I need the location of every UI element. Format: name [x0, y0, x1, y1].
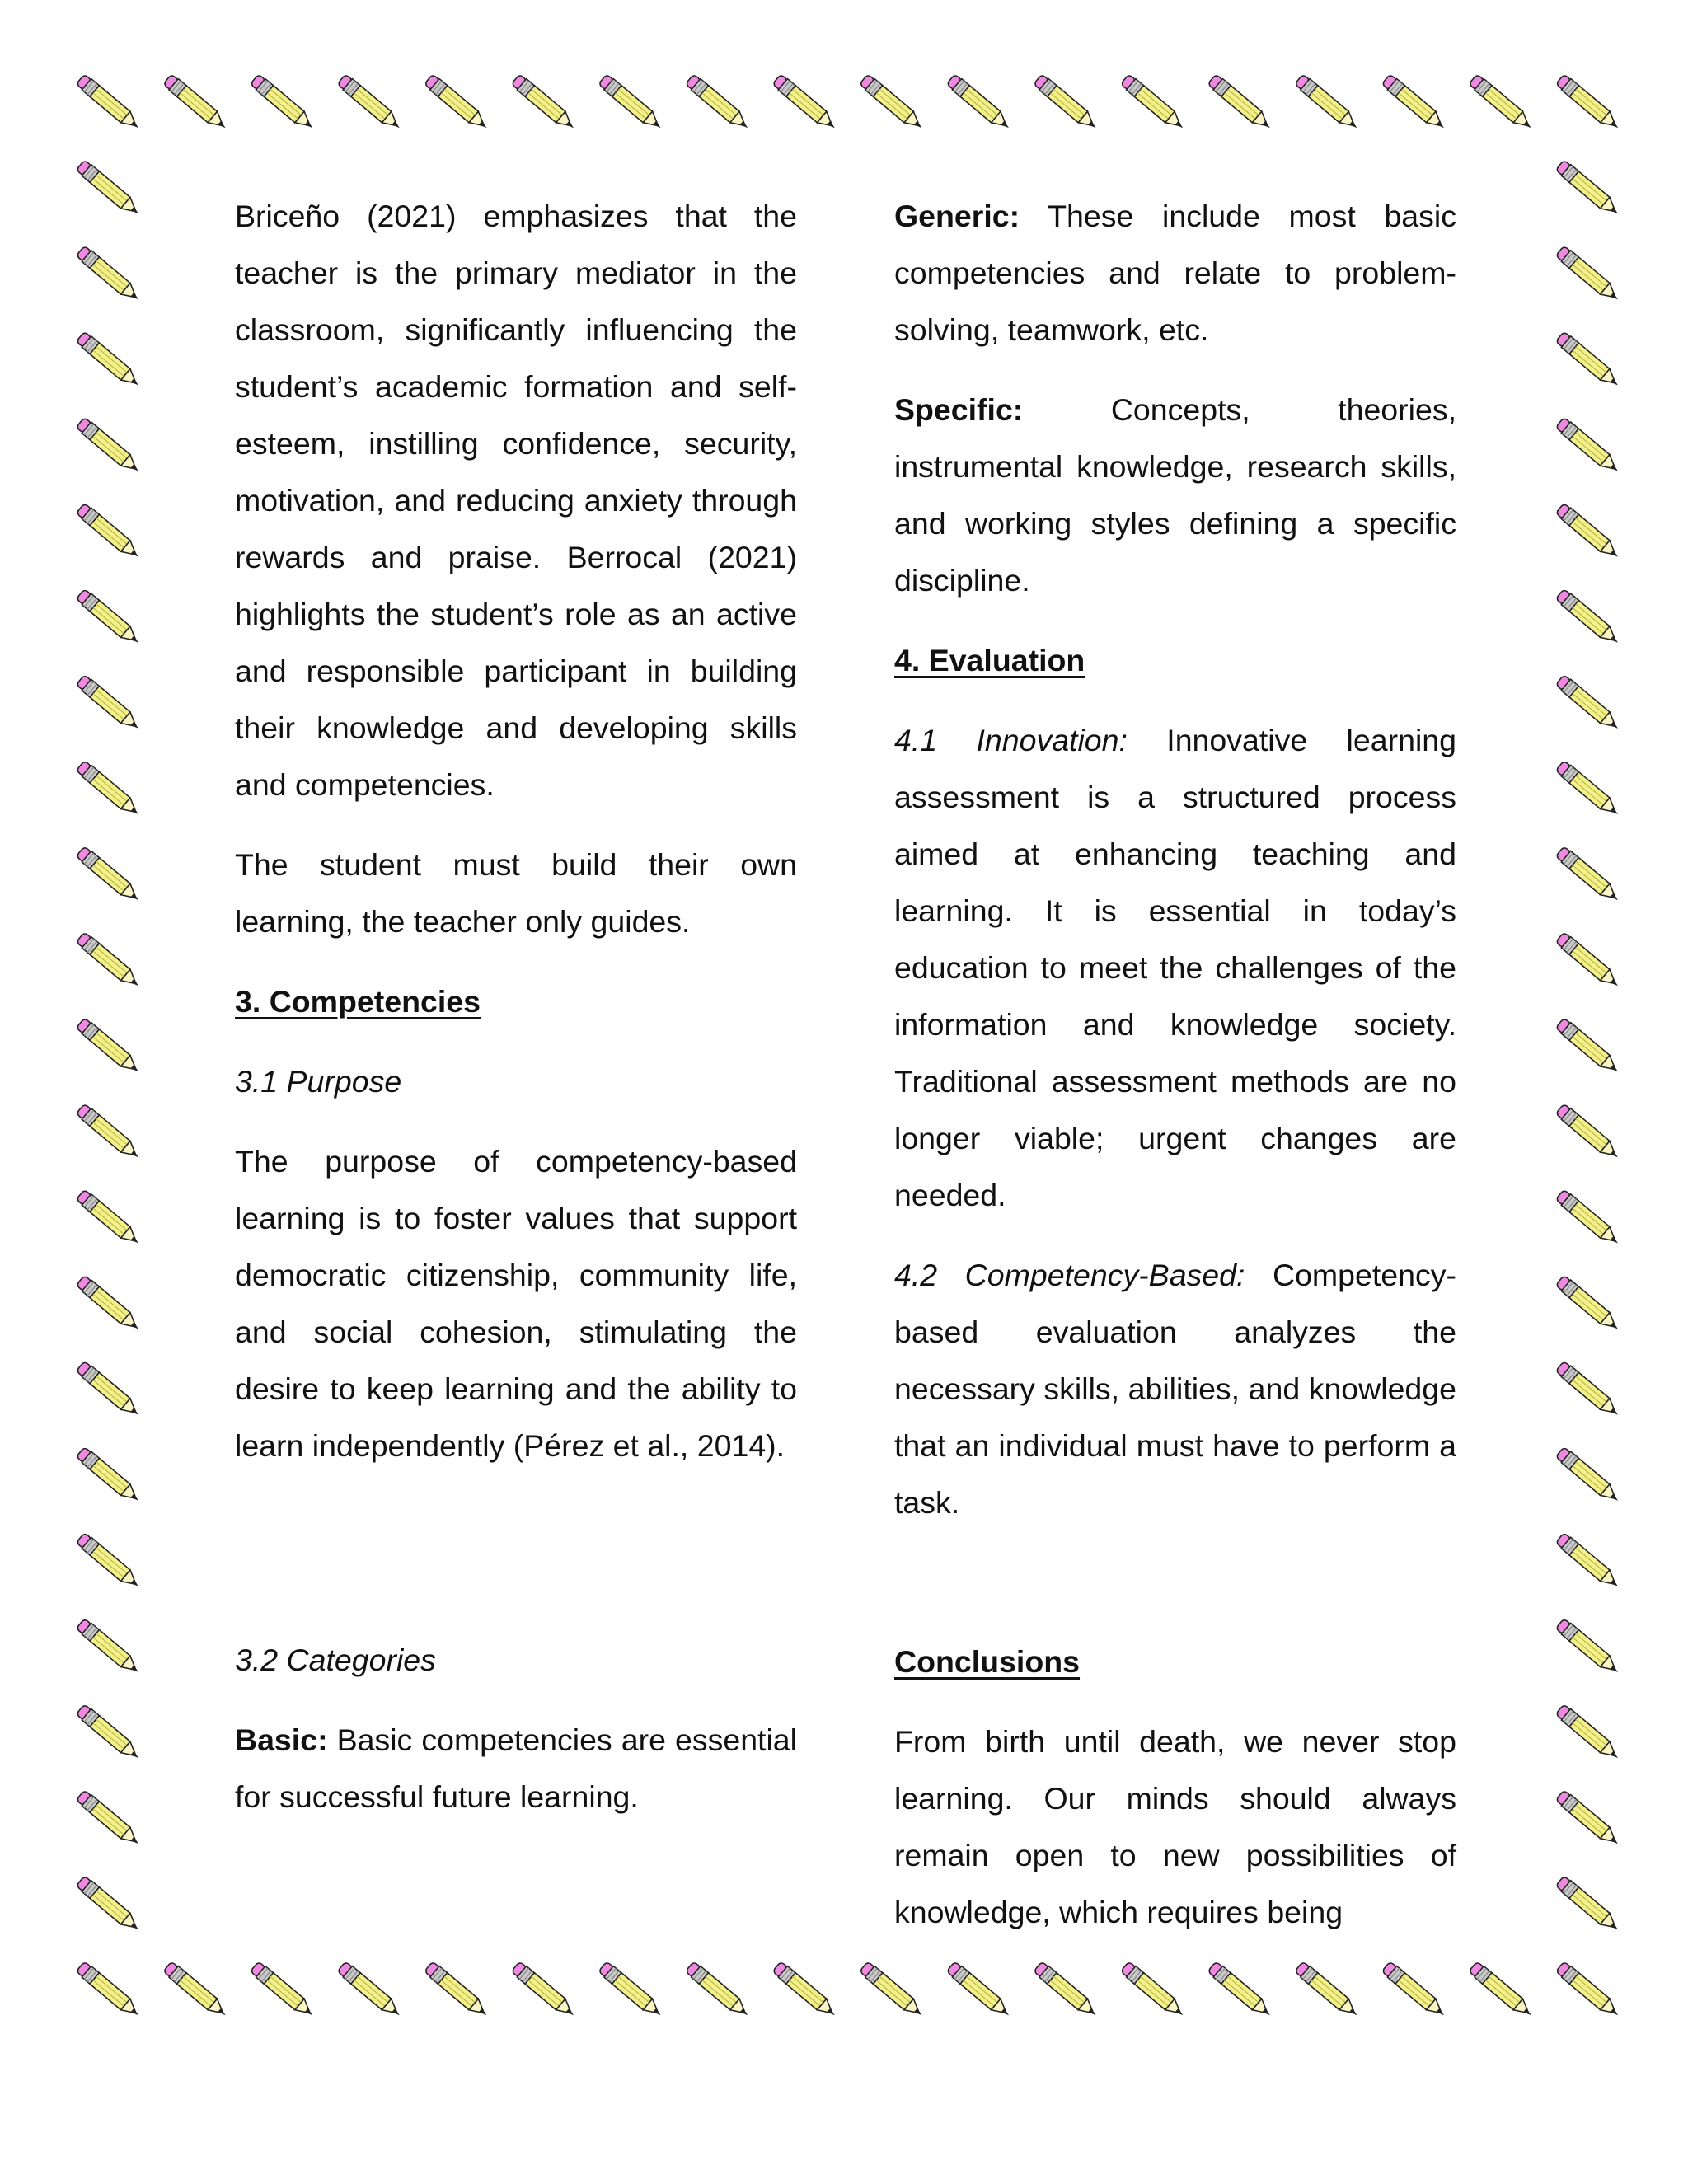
pencil-icon: [1555, 1618, 1623, 1678]
pencil-icon: [76, 503, 143, 563]
basic-text: Basic competencies are essential for successful future learning.: [235, 1722, 797, 1814]
pencil-icon: [598, 1961, 665, 2021]
generic-text: These include most basic competencies and relate to problem-solving, teamwork, etc.: [894, 199, 1456, 347]
pencil-icon: [76, 931, 143, 991]
pencil-icon: [76, 1189, 143, 1249]
pencil-icon: [76, 674, 143, 734]
pencil-icon: [1381, 73, 1449, 134]
pencil-icon: [1555, 245, 1623, 305]
heading-competencies: 3. Competencies: [235, 984, 481, 1019]
pencil-icon: [1207, 1961, 1275, 2021]
pencil-icon: [76, 760, 143, 820]
pencil-icon: [76, 331, 143, 391]
pencil-icon: [76, 417, 143, 477]
pencil-icon: [76, 1446, 143, 1507]
paragraph-generic: [894, 188, 1456, 359]
pencil-icon: [511, 73, 579, 134]
pencil-icon: [1555, 1961, 1623, 2021]
pencil-icon: [1555, 1875, 1623, 1935]
pencil-icon: [76, 1017, 143, 1077]
pencil-icon: [1555, 417, 1623, 477]
pencil-icon: [76, 1103, 143, 1163]
pencil-icon: [1381, 1961, 1449, 2021]
pencil-icon: [1555, 760, 1623, 820]
paragraph-student-builds: The student must build their own learning, the teacher only guides.: [235, 847, 797, 939]
pencil-icon: [76, 1961, 143, 2021]
pencil-icon: [76, 588, 143, 649]
pencil-icon: [1120, 73, 1188, 134]
pencil-icon: [1555, 931, 1623, 991]
pencil-icon: [162, 73, 230, 134]
competency-text: Competency-based evaluation analyzes the necessary skills, abilities, and knowledge that an individual must have to perform a task.: [894, 1258, 1456, 1520]
pencil-icon: [76, 1618, 143, 1678]
pencil-icon: [772, 1961, 840, 2021]
pencil-icon: [1294, 73, 1362, 134]
pencil-icon: [1555, 1103, 1623, 1163]
pencil-icon: [946, 1961, 1014, 2021]
pencil-icon: [424, 73, 491, 134]
pencil-icon: [1555, 1275, 1623, 1335]
pencil-icon: [250, 1961, 317, 2021]
pencil-icon: [1555, 331, 1623, 391]
pencil-icon: [76, 1532, 143, 1592]
pencil-icon: [685, 1961, 753, 2021]
pencil-icon: [1120, 1961, 1188, 2021]
subheading-purpose: 3.1 Purpose: [235, 1064, 402, 1099]
paragraph-innovation: [894, 712, 1456, 1224]
paragraph-conclusions: From birth until death, we never stop learning. Our minds should always remain open to new possibilities of knowledge, which requires being: [894, 1724, 1456, 1929]
pencil-icon: [1555, 73, 1623, 134]
pencil-icon: [1555, 503, 1623, 563]
pencil-icon: [1033, 1961, 1100, 2021]
pencil-icon: [76, 1361, 143, 1421]
pencil-icon: [76, 1789, 143, 1849]
pencil-icon: [1555, 1446, 1623, 1507]
pencil-icon: [859, 73, 926, 134]
pencil-icon: [76, 1704, 143, 1764]
paragraph-basic: [235, 1712, 797, 1825]
pencil-icon: [1555, 1189, 1623, 1249]
pencil-icon: [76, 1875, 143, 1935]
specific-text: Concepts, theories, instrumental knowledge, research skills, and working styles defining a specific discipline.: [894, 392, 1456, 598]
pencil-icon: [76, 846, 143, 906]
pencil-icon: [859, 1961, 926, 2021]
pencil-icon: [1555, 159, 1623, 219]
basic-label: Basic:: [235, 1722, 328, 1757]
specific-label: Specific:: [894, 392, 1024, 427]
competency-label: 4.2 Competency-Based:: [894, 1258, 1245, 1292]
pencil-icon: [1555, 588, 1623, 649]
pencil-icon: [250, 73, 317, 134]
pencil-icon: [1555, 1532, 1623, 1592]
pencil-icon: [1468, 73, 1536, 134]
subheading-categories: 3.2 Categories: [235, 1643, 436, 1677]
paragraph-specific: [894, 382, 1456, 609]
paragraph-competency-based: [894, 1247, 1456, 1531]
pencil-icon: [1468, 1961, 1536, 2021]
paragraph-teacher-role: Briceño (2021) emphasizes that the teacher is the primary mediator in the classroom, significantly influencing the student’s academic formation and self-esteem, instilling confidence, security, motivation, and reducing anxiety through rewards and praise. Berrocal (2021) highlights the student’s role as an active and responsible participant in building their knowledge and developing skills and competencies.: [235, 199, 797, 802]
pencil-icon: [1555, 1789, 1623, 1849]
heading-conclusions: Conclusions: [894, 1644, 1081, 1679]
pencil-icon: [337, 73, 405, 134]
innovation-text: Innovative learning assessment is a structured process aimed at enhancing teaching and learning. It is essential in today’s education to meet the challenges of the information and knowledge society. Traditional assessment methods are no longer viable; urgent changes are needed.: [894, 723, 1456, 1212]
pencil-icon: [1555, 1361, 1623, 1421]
pencil-icon: [598, 73, 665, 134]
generic-label: Generic:: [894, 199, 1020, 233]
heading-evaluation: 4. Evaluation: [894, 643, 1085, 677]
pencil-icon: [337, 1961, 405, 2021]
pencil-icon: [1207, 73, 1275, 134]
innovation-label: 4.1 Innovation:: [894, 723, 1128, 757]
pencil-icon: [946, 73, 1014, 134]
pencil-icon: [511, 1961, 579, 2021]
pencil-icon: [772, 73, 840, 134]
pencil-icon: [1294, 1961, 1362, 2021]
pencil-icon: [424, 1961, 491, 2021]
pencil-icon: [76, 159, 143, 219]
pencil-icon: [1555, 1017, 1623, 1077]
pencil-icon: [76, 73, 143, 134]
pencil-icon: [1033, 73, 1100, 134]
pencil-icon: [685, 73, 753, 134]
pencil-icon: [76, 1275, 143, 1335]
right-column: [894, 188, 1456, 1964]
pencil-icon: [1555, 1704, 1623, 1764]
pencil-icon: [1555, 846, 1623, 906]
pencil-icon: [76, 245, 143, 305]
left-column: [235, 188, 797, 1849]
pencil-icon: [1555, 674, 1623, 734]
pencil-icon: [162, 1961, 230, 2021]
paragraph-purpose: The purpose of competency-based learning is to foster values that support democratic citizenship, community life, and social cohesion, stimulating the desire to keep learning and the ability to learn independently (Pérez et al., 2014).: [235, 1144, 797, 1463]
